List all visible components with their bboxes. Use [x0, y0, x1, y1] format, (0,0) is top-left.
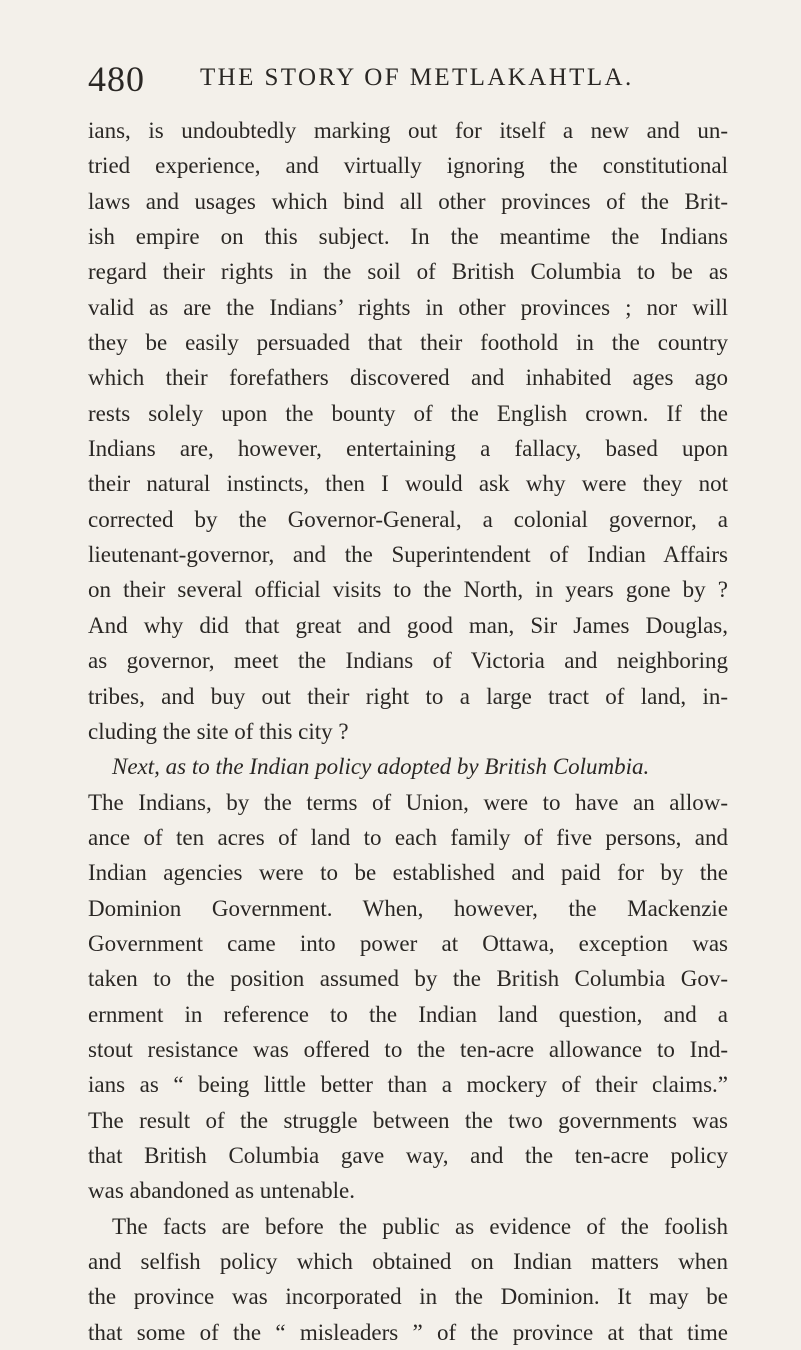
- text-line: regard their rights in the soil of British Columbia to be as: [88, 259, 728, 285]
- text-line: ians, is undoubtedly marking out for itself a new and un-: [88, 118, 728, 143]
- text-line: lieutenant-governor, and the Superintendent of Indian Affairs: [88, 542, 728, 568]
- body-text: [88, 113, 728, 1350]
- text-line: ance of ten acres of land to each family of five persons, and: [88, 824, 728, 850]
- text-line: cluding the site of this city ?: [88, 718, 349, 744]
- text-line: valid as are the Indians’ rights in other provinces ; nor will: [88, 294, 728, 320]
- text-line: that some of the “ misleaders ” of the province at that time: [88, 1319, 728, 1345]
- text-line: Indian agencies were to be established and paid for by the: [88, 860, 728, 886]
- page-header: [88, 52, 728, 102]
- text-line: and selfish policy which obtained on Indian matters when: [88, 1249, 728, 1274]
- text-line: laws and usages which bind all other provinces of the Brit-: [88, 188, 728, 214]
- text-line: The facts are before the public as evidence of the foolish: [112, 1213, 728, 1239]
- text-line: tried experience, and virtually ignoring the constitutional: [88, 153, 728, 179]
- text-line: ians as “ being little better than a mockery of their claims.”: [88, 1072, 728, 1098]
- text-line: And why did that great and good man, Sir James Douglas,: [88, 612, 728, 638]
- italic-lead-line: Next, as to the Indian policy adopted by British Columbia.: [112, 754, 650, 780]
- text-line: The result of the struggle between the two governments was: [88, 1107, 728, 1133]
- text-line: stout resistance was offered to the ten-acre allowance to Ind-: [88, 1036, 728, 1062]
- text-line: as governor, meet the Indians of Victoria and neighboring: [88, 648, 728, 674]
- text-line: was abandoned as untenable.: [88, 1178, 355, 1204]
- text-line: Government came into power at Ottawa, exception was: [88, 930, 728, 956]
- text-line: the province was incorporated in the Dominion. It may be: [88, 1284, 728, 1310]
- running-title: THE STORY OF METLAKAHTLA.: [200, 64, 634, 91]
- text-line: Dominion Government. When, however, the Mackenzie: [88, 895, 728, 921]
- text-line: rests solely upon the bounty of the English crown. If the: [88, 400, 728, 426]
- text-line: The Indians, by the terms of Union, were to have an allow-: [88, 789, 728, 815]
- text-line: their natural instincts, then I would ask why were they not: [88, 471, 728, 497]
- text-line: corrected by the Governor-General, a colonial governor, a: [88, 506, 728, 532]
- text-line: that British Columbia gave way, and the ten-acre policy: [88, 1142, 728, 1168]
- text-line: Indians are, however, entertaining a fallacy, based upon: [88, 436, 728, 462]
- page-number: 480: [88, 59, 145, 99]
- text-line: taken to the position assumed by the British Columbia Gov-: [88, 966, 728, 992]
- text-line: ernment in reference to the Indian land question, and a: [88, 1001, 728, 1027]
- text-line: which their forefathers discovered and inhabited ages ago: [88, 365, 728, 391]
- text-line: ish empire on this subject. In the meantime the Indians: [88, 224, 728, 250]
- text-line: tribes, and buy out their right to a large tract of land, in-: [88, 683, 728, 709]
- text-line: they be easily persuaded that their foothold in the country: [88, 330, 728, 356]
- text-line: on their several official visits to the North, in years gone by ?: [88, 577, 728, 603]
